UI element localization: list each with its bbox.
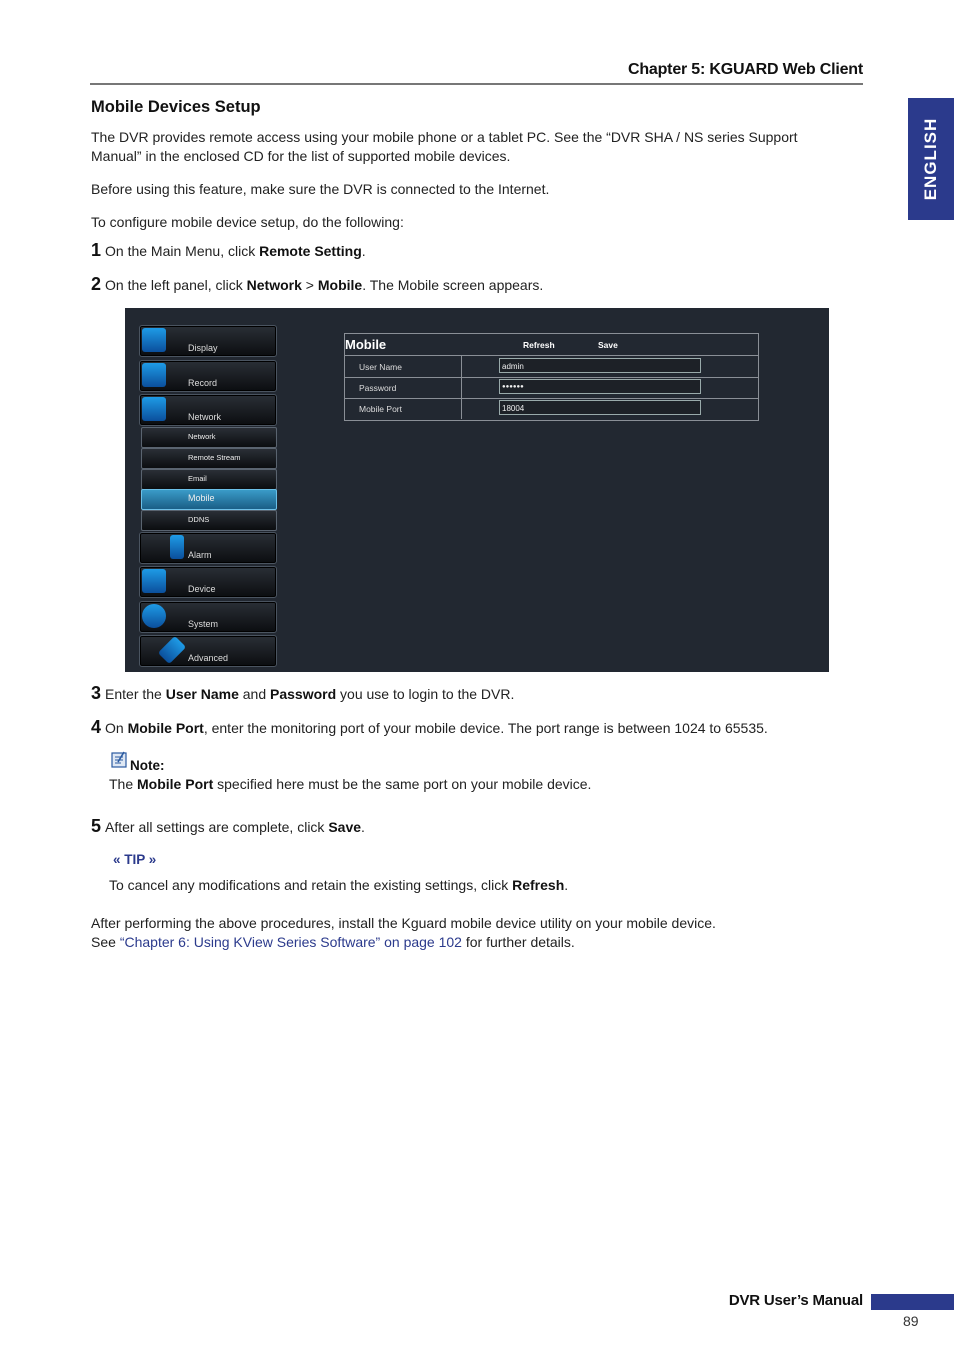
page-number: 89 [903, 1313, 919, 1329]
submenu-ddns[interactable] [141, 510, 277, 531]
step-text: . [361, 819, 365, 835]
password-row [345, 377, 758, 399]
closing-text: for further details. [461, 934, 575, 950]
header-divider [90, 83, 863, 85]
submenu-label: Remote Stream [188, 453, 241, 462]
globe-icon [142, 397, 166, 421]
step-bold: User Name [165, 686, 239, 702]
note-text-part: The [109, 776, 138, 792]
submenu-label: DDNS [188, 515, 210, 524]
menu-network-button[interactable] [139, 394, 277, 426]
step-text: you use to login to the DVR. [336, 686, 515, 702]
row-separator [461, 398, 462, 419]
step-bold: Save [328, 819, 362, 835]
tip-text-part: To cancel any modifications and retain the existing settings, click [109, 877, 513, 893]
step-text: On the left panel, click [105, 277, 247, 293]
note-icon [109, 751, 129, 769]
step-text: . The Mobile screen appears. [362, 277, 544, 293]
closing-text: See [91, 934, 120, 950]
refresh-button[interactable]: Refresh [523, 340, 555, 350]
menu-display-button[interactable] [139, 325, 277, 357]
note-text [109, 776, 591, 792]
note-bold: Mobile Port [137, 776, 214, 792]
step-3 [91, 683, 514, 704]
step-text: After all settings are complete, click [105, 819, 329, 835]
mobile-settings-screenshot [125, 308, 829, 672]
step-text: , enter the monitoring port of your mobile device. The port range is between 1024 to 65535. [203, 720, 768, 736]
row-separator [461, 356, 462, 377]
step-text: Enter the [105, 686, 166, 702]
device-icon [142, 569, 166, 593]
intro-paragraph: The DVR provides remote access using your mobile phone or a tablet PC. See the “DVR SHA / NS series Support Manual” in the enclosed CD for the list of supported mobile devices. [91, 129, 798, 164]
menu-label: Advanced [188, 653, 229, 663]
chapter-6-link[interactable]: “Chapter 6: Using KView Series Software” on page 102 [119, 934, 462, 950]
step-2 [91, 274, 543, 295]
step-number: 3 [91, 683, 102, 703]
internet-paragraph: Before using this feature, make sure the DVR is connected to the Internet. [91, 181, 550, 197]
user-name-input[interactable]: admin [499, 358, 701, 373]
password-label: Password [359, 383, 397, 393]
step-bold: Password [270, 686, 337, 702]
step-bold: Network [246, 277, 302, 293]
section-title: Mobile Devices Setup [91, 98, 261, 116]
row-separator [461, 377, 462, 398]
tip-bold: Refresh [512, 877, 565, 893]
step-4 [91, 717, 768, 738]
step-number: 5 [91, 816, 102, 836]
step-1 [91, 240, 366, 261]
tip-text-part: . [564, 877, 569, 893]
step-number: 1 [91, 240, 102, 260]
menu-advanced-button[interactable] [139, 635, 277, 667]
step-text: On [105, 720, 128, 736]
step-bold: Mobile [317, 277, 363, 293]
mobile-port-row [345, 398, 758, 419]
submenu-label: Mobile [188, 493, 215, 503]
gear-icon [142, 604, 166, 628]
menu-label: Alarm [188, 550, 212, 560]
submenu-mobile[interactable] [141, 489, 277, 510]
submenu-label: Email [188, 474, 207, 483]
menu-device-button[interactable] [139, 566, 277, 598]
closing-paragraph [91, 914, 851, 952]
user-name-row [345, 356, 758, 378]
submenu-email[interactable] [141, 469, 277, 490]
step-text: > [301, 277, 318, 293]
step-text: and [238, 686, 271, 702]
monitor-icon [142, 328, 166, 352]
footer-manual-title: DVR User’s Manual [728, 1292, 863, 1309]
menu-alarm-button[interactable] [139, 532, 277, 564]
step-number: 2 [91, 274, 102, 294]
submenu-network[interactable] [141, 427, 277, 448]
step-5 [91, 816, 365, 837]
mobile-port-label: Mobile Port [359, 404, 402, 414]
language-tab-label: ENGLISH [921, 117, 940, 201]
menu-label: Network [188, 412, 222, 422]
panel-header [345, 334, 758, 356]
wrench-icon [158, 636, 186, 664]
alarm-icon [170, 535, 184, 559]
language-tab [908, 98, 954, 220]
footer-accent-bar [871, 1294, 954, 1310]
mobile-port-input[interactable]: 18004 [499, 400, 701, 415]
password-input[interactable]: ●●●●●● [499, 379, 701, 394]
save-button[interactable]: Save [598, 340, 618, 350]
menu-label: System [188, 619, 219, 629]
user-name-label: User Name [359, 362, 402, 372]
menu-label: Record [188, 378, 218, 388]
step-text: On the Main Menu, click [105, 243, 260, 259]
closing-line: After performing the above procedures, install the Kguard mobile device utility on your mobile device. [91, 915, 716, 931]
tip-text [109, 877, 568, 893]
note-text-part: specified here must be the same port on your mobile device. [213, 776, 592, 792]
tip-label: « TIP » [113, 852, 157, 867]
panel-title: Mobile [345, 337, 387, 352]
menu-label: Display [188, 343, 218, 353]
configure-paragraph: To configure mobile device setup, do the following: [91, 214, 404, 230]
step-number: 4 [91, 717, 102, 737]
submenu-remote-stream[interactable] [141, 448, 277, 469]
record-icon [142, 363, 166, 387]
submenu-label: Network [188, 432, 216, 441]
step-bold: Mobile Port [127, 720, 204, 736]
chapter-header: Chapter 5: KGUARD Web Client [627, 61, 863, 78]
menu-system-button[interactable] [139, 601, 277, 633]
note-label: Note: [130, 758, 165, 773]
closing-see-line [91, 933, 851, 952]
menu-label: Device [188, 584, 216, 594]
menu-record-button[interactable] [139, 360, 277, 392]
step-text: . [361, 243, 366, 259]
mobile-settings-panel [344, 333, 759, 421]
step-bold: Remote Setting [259, 243, 362, 259]
